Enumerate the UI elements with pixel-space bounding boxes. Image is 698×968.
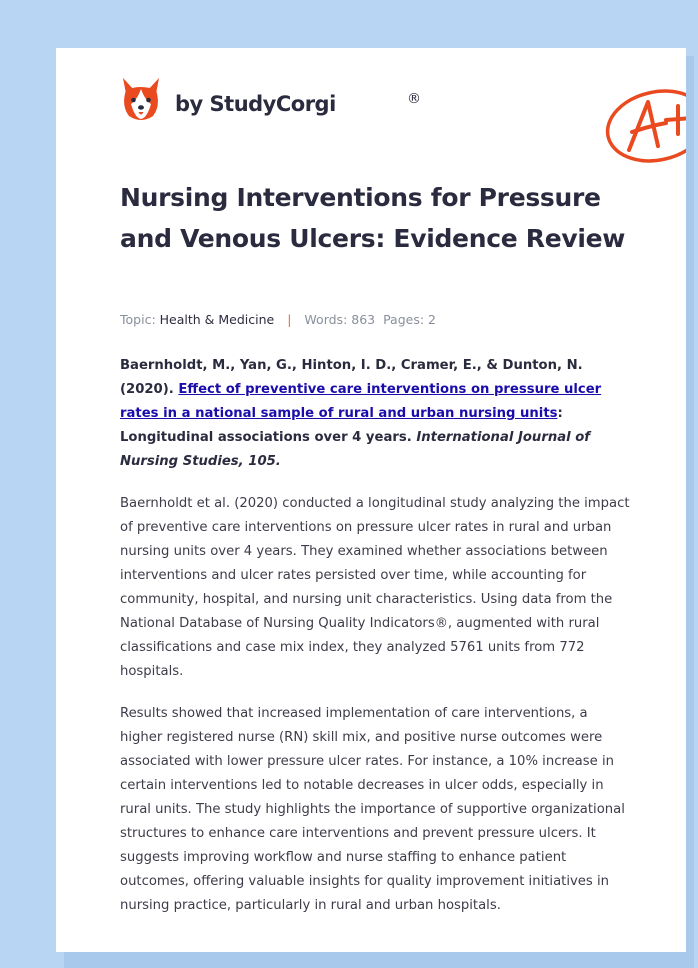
registered-mark: ® xyxy=(407,91,421,107)
reference-authors: Baernholdt, M., Yan, G., Hinton, I. D., Cramer, E., & Dunton, N. (2020). xyxy=(120,358,583,397)
word-count: Words: 863 xyxy=(304,312,376,327)
body-paragraph: Results showed that increased implementation of care interventions, a higher registered nurse (RN) skill mix, and positive nurse outcomes were associated with lower pressure ulcer rates. For instance, a 10% increase in certain interventions led to notable decreases in ulcer odds, especially in rural units. The study highlights the importance of supportive organizational structures to enhance care interventions and prevent pressure ulcers. It suggests improving workflow and nurse staffing to enhance patient outcomes, offering valuable insights for quality improvement initiatives in nursing practice, particularly in rural and urban hospitals. xyxy=(120,706,625,913)
reference-citation xyxy=(120,354,632,474)
page-title: Nursing Interventions for Pressure and Venous Ulcers: Evidence Review xyxy=(120,183,626,253)
article-meta xyxy=(120,312,436,327)
reference-link[interactable]: Effect of preventive care interventions on pressure ulcer rates in a national sample of rural and urban nursing units xyxy=(120,382,602,421)
page-count: Pages: 2 xyxy=(383,312,436,327)
topic-label: Topic: xyxy=(120,312,156,327)
reference-journal: International Journal of Nursing Studies, 105. xyxy=(120,430,591,469)
document-page xyxy=(56,48,686,952)
topic-link[interactable]: Health & Medicine xyxy=(159,312,275,327)
reference-subtitle: : Longitudinal associations over 4 years. xyxy=(120,406,563,445)
article-body xyxy=(120,354,632,936)
body-paragraph: Baernholdt et al. (2020) conducted a longitudinal study analyzing the impact of preventive care interventions on pressure ulcer rates in rural and urban nursing units over 4 years. They examined whether associations between interventions and ulcer rates persisted over time, while accounting for community, hospital, and nursing unit characteristics. Using data from the National Database of Nursing Quality Indicators®, augmented with rural classifications and case mix index, they analyzed 5761 units from 772 hospitals. xyxy=(120,496,630,679)
meta-separator: | xyxy=(287,312,292,327)
header xyxy=(120,76,640,126)
a-plus-badge-icon xyxy=(602,86,686,166)
corgi-dog-icon[interactable] xyxy=(120,76,162,124)
brand-name[interactable]: by StudyCorgi xyxy=(175,92,336,116)
